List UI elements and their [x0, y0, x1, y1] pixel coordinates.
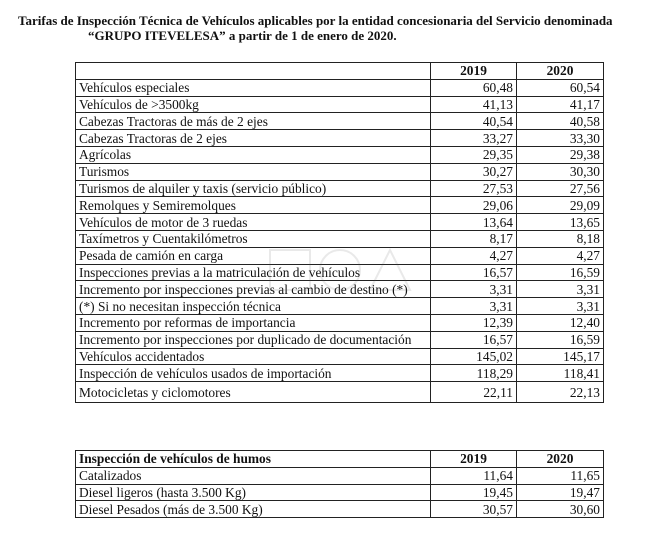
header-cell-2019: 2019 — [431, 63, 517, 80]
value-2019: 33,27 — [431, 130, 517, 147]
table-row — [76, 113, 604, 130]
smoke-inspection-table — [75, 450, 604, 518]
value-2020: 3,31 — [517, 298, 604, 315]
value-2020: 16,59 — [517, 264, 604, 281]
row-label: Incremento por inspecciones previas al cambio de destino (*) — [76, 281, 431, 298]
value-2020: 145,17 — [517, 348, 604, 365]
table-row — [76, 214, 604, 231]
tariffs-table — [75, 62, 604, 403]
table-row — [76, 298, 604, 315]
value-2019: 60,48 — [431, 79, 517, 96]
value-2020: 4,27 — [517, 247, 604, 264]
value-2020: 11,65 — [517, 467, 604, 484]
table-row — [76, 484, 604, 501]
value-2019: 8,17 — [431, 230, 517, 247]
value-2019: 118,29 — [431, 365, 517, 382]
row-label: Vehículos especiales — [76, 79, 431, 96]
table-row — [76, 146, 604, 163]
header-cell-empty — [76, 63, 431, 80]
row-label: Catalizados — [76, 467, 431, 484]
table-row — [76, 230, 604, 247]
value-2020: 12,40 — [517, 314, 604, 331]
title-line-2: “GRUPO ITEVELESA” a partir de 1 de enero de 2020. — [88, 28, 397, 43]
value-2020: 13,65 — [517, 214, 604, 231]
value-2019: 4,27 — [431, 247, 517, 264]
table-row — [76, 365, 604, 382]
value-2019: 3,31 — [431, 281, 517, 298]
row-label: Motocicletas y ciclomotores — [76, 382, 431, 403]
row-label: Incremento por reformas de importancia — [76, 314, 431, 331]
table-row — [76, 382, 604, 403]
value-2019: 19,45 — [431, 484, 517, 501]
header-cell-2019: 2019 — [431, 451, 517, 468]
table-header-row — [76, 63, 604, 80]
value-2019: 13,64 — [431, 214, 517, 231]
table-row — [76, 467, 604, 484]
row-label: Vehículos de motor de 3 ruedas — [76, 214, 431, 231]
document-title — [18, 13, 668, 43]
row-label: (*) Si no necesitan inspección técnica — [76, 298, 431, 315]
value-2019: 29,35 — [431, 146, 517, 163]
value-2020: 29,09 — [517, 197, 604, 214]
row-label: Diesel ligeros (hasta 3.500 Kg) — [76, 484, 431, 501]
value-2019: 30,27 — [431, 163, 517, 180]
value-2020: 19,47 — [517, 484, 604, 501]
value-2019: 41,13 — [431, 96, 517, 113]
row-label: Inspecciones previas a la matriculación de vehículos — [76, 264, 431, 281]
table-row — [76, 281, 604, 298]
value-2019: 145,02 — [431, 348, 517, 365]
value-2019: 27,53 — [431, 180, 517, 197]
table-row — [76, 264, 604, 281]
value-2020: 3,31 — [517, 281, 604, 298]
value-2019: 12,39 — [431, 314, 517, 331]
table-row — [76, 314, 604, 331]
table-row — [76, 130, 604, 147]
row-label: Inspección de vehículos usados de importación — [76, 365, 431, 382]
value-2020: 30,60 — [517, 501, 604, 518]
value-2019: 16,57 — [431, 331, 517, 348]
value-2020: 118,41 — [517, 365, 604, 382]
table-row — [76, 197, 604, 214]
value-2019: 22,11 — [431, 382, 517, 403]
value-2020: 30,30 — [517, 163, 604, 180]
value-2020: 29,38 — [517, 146, 604, 163]
table-row — [76, 96, 604, 113]
table-row — [76, 247, 604, 264]
value-2020: 40,58 — [517, 113, 604, 130]
row-label: Cabezas Tractoras de más de 2 ejes — [76, 113, 431, 130]
row-label: Incremento por inspecciones por duplicado de documentación — [76, 331, 431, 348]
value-2019: 40,54 — [431, 113, 517, 130]
header-cell-2020: 2020 — [517, 63, 604, 80]
table-header-row — [76, 451, 604, 468]
value-2019: 3,31 — [431, 298, 517, 315]
value-2020: 41,17 — [517, 96, 604, 113]
value-2020: 8,18 — [517, 230, 604, 247]
value-2019: 29,06 — [431, 197, 517, 214]
row-label: Diesel Pesados (más de 3.500 Kg) — [76, 501, 431, 518]
title-line-1: Tarifas de Inspección Técnica de Vehículos aplicables por la entidad concesionaria del Servicio denominada — [18, 13, 613, 28]
value-2020: 33,30 — [517, 130, 604, 147]
header-cell-2020: 2020 — [517, 451, 604, 468]
table-row — [76, 163, 604, 180]
value-2020: 16,59 — [517, 331, 604, 348]
table-row — [76, 331, 604, 348]
header-cell-title: Inspección de vehículos de humos — [76, 451, 431, 468]
table-row — [76, 79, 604, 96]
value-2020: 22,13 — [517, 382, 604, 403]
row-label: Vehículos accidentados — [76, 348, 431, 365]
table-row — [76, 180, 604, 197]
row-label: Remolques y Semiremolques — [76, 197, 431, 214]
value-2020: 60,54 — [517, 79, 604, 96]
row-label: Pesada de camión en carga — [76, 247, 431, 264]
row-label: Cabezas Tractoras de 2 ejes — [76, 130, 431, 147]
row-label: Vehículos de >3500kg — [76, 96, 431, 113]
value-2019: 30,57 — [431, 501, 517, 518]
row-label: Turismos de alquiler y taxis (servicio público) — [76, 180, 431, 197]
value-2019: 11,64 — [431, 467, 517, 484]
table-row — [76, 348, 604, 365]
table-row — [76, 501, 604, 518]
value-2019: 16,57 — [431, 264, 517, 281]
row-label: Taxímetros y Cuentakilómetros — [76, 230, 431, 247]
row-label: Turismos — [76, 163, 431, 180]
row-label: Agrícolas — [76, 146, 431, 163]
value-2020: 27,56 — [517, 180, 604, 197]
